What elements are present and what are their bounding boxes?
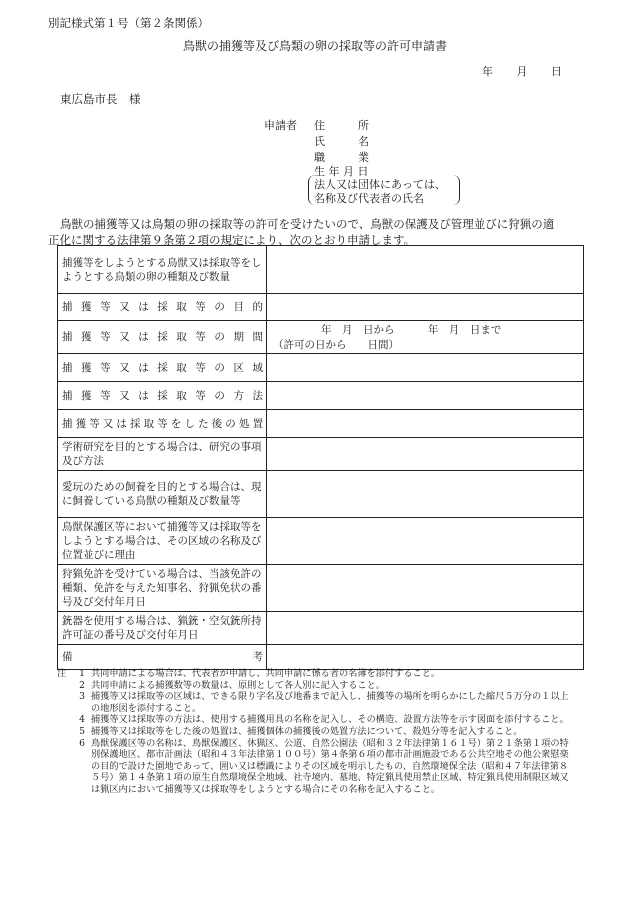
row-label-species-quantity: 捕獲等をしようとする鳥獣又は採取等をしようとする鳥類の卵の種類及び数量 [58,246,267,294]
applicant-label: 申請者 [264,119,297,132]
note-item [57,738,577,796]
notes-heading: 注 [57,668,67,679]
row-label-area: 捕獲等又は採取等の区域 [58,354,267,382]
table-row [58,565,584,612]
note-item [57,668,577,680]
corporate-note-line1: 法人又は団体にあっては、 [314,178,446,191]
row-label-pet-keeping: 愛玩のための飼養を目的とする場合は、現に飼養している鳥獣の種類及び数量等 [58,471,267,518]
addressee: 東広島市長 様 [60,92,141,106]
period-days-note: （許可の日から 日間） [273,339,399,351]
row-label-firearm-permit: 銃器を使用する場合は、猟銃・空気銃所持許可証の番号及び交付年月日 [58,612,267,645]
row-label-hunting-license: 狩猟免許を受けている場合は、当該免許の種類、免許を与えた知事名、狩猟免状の番号及び交付年月日 [58,565,267,612]
period-range [267,322,583,338]
application-table [57,245,584,670]
note-item [57,714,577,726]
note-text: 鳥獣保護区等の名称は、鳥獣保護区、休猟区、公道、自然公園法（昭和３２年法律第１６１号）第２１条第１項の特別保護地区、都市計画法（昭和４３年法律第１００号）第４条第６項の都市計画施設である公共空地その他公衆慰楽の目的で設けた園地であって、囲い又は標識によりその区域を明示したもの、自然環境保全法（昭和４７年法律第８５号）第１４条第１項の原生自然環境保全地域、社寺境内、墓地、特定猟具使用禁止区域、特定猟具使用制限区域又は猟区内において捕獲等又は採取等をしようとする場合にその名称を記入すること。 [91,737,569,795]
species-quantity-field[interactable] [267,246,584,294]
address-field-label: 住 所 [314,119,369,132]
remarks-field[interactable] [267,645,584,670]
note-text: 共同申請による場合は、代表者が申請し、共同申請に係る者の名簿を添付すること。 [91,668,441,679]
period-from: 年 月 日から [321,324,395,336]
notes-section [57,668,577,796]
purpose-field[interactable] [267,294,584,321]
note-text: 捕獲等又は採取等の方法は、使用する捕獲用具の名称を記入し、その構造、設置方法等を示す図面を添付すること。 [91,714,569,726]
table-row [58,518,584,565]
intro-line2: 正化に関する法律第９条第２項の規定により、次のとおり申請します。 [48,233,416,247]
intro-line1: 鳥獣の捕獲等又は鳥類の卵の採取等の許可を受けたいので、鳥獣の保護及び管理並びに狩猟の適 [60,217,555,231]
row-label-remarks: 備 考 [58,645,267,670]
research-field[interactable] [267,438,584,471]
table-row [58,354,584,382]
area-field[interactable] [267,354,584,382]
form-id: 別記様式第１号（第２条関係） [48,16,209,30]
post-capture-disposal-field[interactable] [267,410,584,438]
note-text: 捕獲等又は採取等をした後の処置は、捕獲個体の捕獲後の処置方法について、殺処分等を記入すること。 [91,725,523,737]
note-text: 共同申請による捕獲数等の数量は、原則として各人別に記入すること。 [91,679,385,691]
table-row [58,438,584,471]
name-field-label: 氏 名 [314,135,369,148]
note-item [57,680,577,692]
note-number: 3 [79,691,85,703]
note-number: 2 [79,679,85,691]
note-number: 1 [79,668,85,679]
pet-keeping-field[interactable] [267,471,584,518]
date-year: 年 [482,65,493,78]
table-row [58,410,584,438]
row-label-protected-area: 鳥獣保護区等において捕獲等又は採取等をしようとする場合は、その区域の名称及び位置並びに理由 [58,518,267,565]
row-label-post-capture-disposal: 捕獲等又は採取等をした後の処置 [58,410,267,438]
note-item [57,726,577,738]
row-label-research: 学術研究を目的とする場合は、研究の事項及び方法 [58,438,267,471]
date-line[interactable] [482,66,562,77]
hunting-license-field[interactable] [267,565,584,612]
note-number: 5 [79,725,85,737]
note-item [57,691,577,714]
note-number: 4 [79,714,85,726]
occupation-field-label: 職 業 [314,151,369,164]
date-month: 月 [516,65,528,78]
birthdate-field-label: 生 年 月 日 [314,165,369,178]
page-title: 鳥獣の捕獲等及び鳥類の卵の採取等の許可申請書 [182,39,447,53]
table-row [58,645,584,670]
row-label-purpose: 捕獲等又は採取等の目的 [58,294,267,321]
table-row [58,321,584,354]
row-label-method: 捕獲等又は採取等の方法 [58,382,267,410]
table-row [58,382,584,410]
table-row [58,612,584,645]
note-text: 捕獲等又は採取等の区域は、できる限り字名及び地番まで記入し、捕獲等の場所を明らかにした縮尺５万分の１以上の地形図を添付すること。 [91,691,569,714]
period-to: 年 月 日まで [427,324,502,336]
firearm-permit-field[interactable] [267,612,584,645]
period-field[interactable] [267,321,584,354]
table-row [58,246,584,294]
protected-area-field[interactable] [267,518,584,565]
method-field[interactable] [267,382,584,410]
corporate-note-line2: 名称及び代表者の氏名 [314,192,424,205]
row-label-period: 捕獲等又は採取等の期間 [58,321,267,354]
table-row [58,294,584,321]
table-row [58,471,584,518]
date-day: 日 [551,65,562,78]
note-number: 6 [79,737,85,749]
